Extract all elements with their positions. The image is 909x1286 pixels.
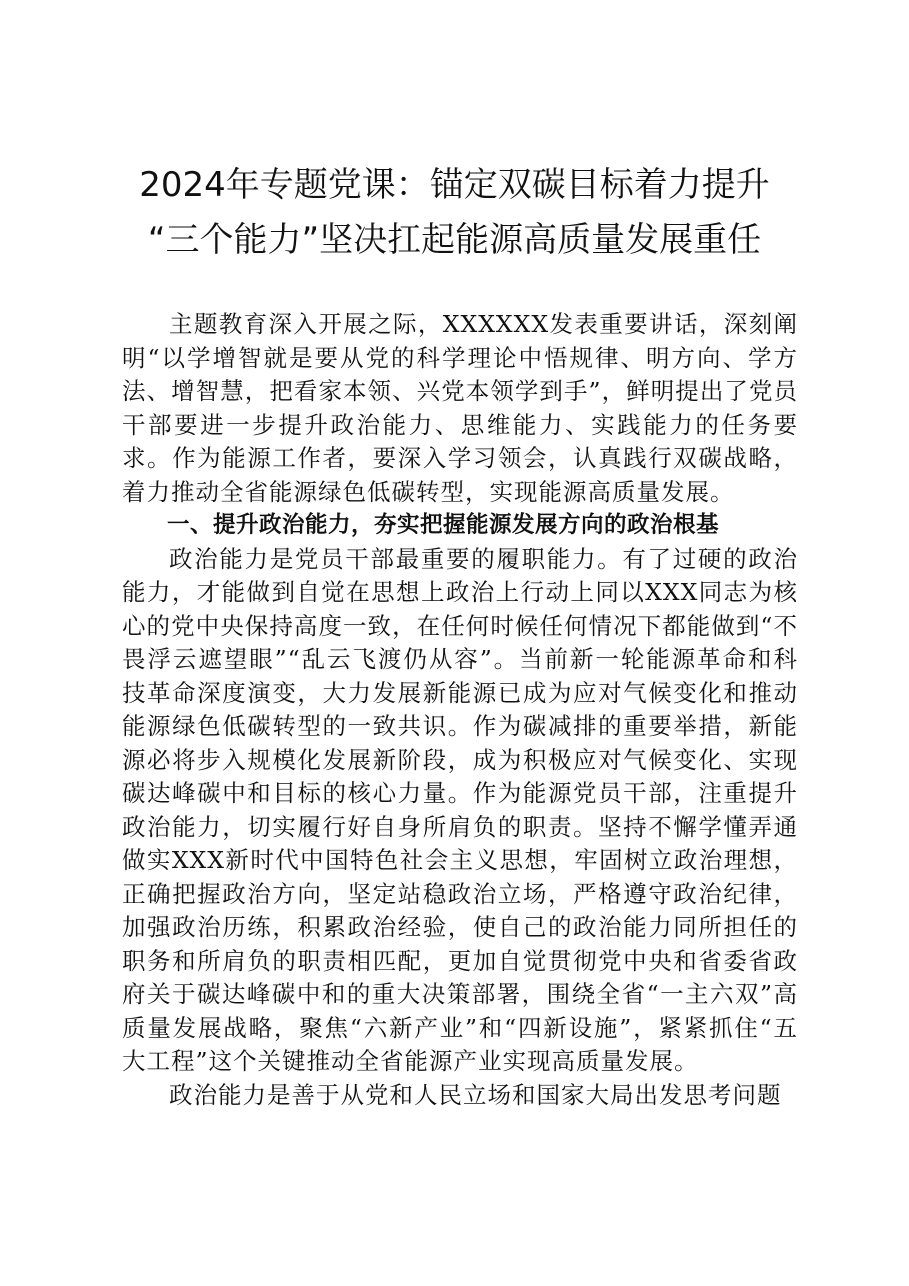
document-title — [100, 158, 809, 268]
section-heading-1: 一、提升政治能力，夯实把握能源发展方向的政治根基 — [167, 512, 720, 538]
title-line-2: “三个能力”坚决扛起能源高质量发展重任 — [147, 220, 762, 260]
paragraph-political-ability: 政治能力是党员干部最重要的履职能力。有了过硬的政治能力，才能做到自觉在思想上政治上行动上同以XXX同志为核心的党中央保持高度一致，在任何时候任何情况下都能做到“不畏浮云遮望眼”“乱云飞渡仍从容”。当前新一轮能源革命和科技革命深度演变，大力发展新能源已成为应对气候变化和推动能源绿色低碳转型的一致共识。作为碳减排的重要举措，新能源必将步入规模化发展新阶段，成为积极应对气候变化、实现碳达峰碳中和目标的核心力量。作为能源党员干部，注重提升政治能力，切实履行好自身所肩负的职责。坚持不懈学懂弄通做实XXX新时代中国特色社会主义思想，牢固树立政治理想，正确把握政治方向，坚定站稳政治立场，严格遵守政治纪律，加强政治历练，积累政治经验，使自己的政治能力同所担任的职务和所肩负的职责相匹配，更加自觉贯彻党中央和省委省政府关于碳达峰碳中和的重大决策部署，围绕全省“一主六双”高质量发展战略，聚焦“六新产业”和“四新设施”，紧紧抓住“五大工程”这个关键推动全省能源产业实现高质量发展。 — [122, 544, 798, 1075]
paragraph-political-ability-continued: 政治能力是善于从党和人民立场和国家大局出发思考问题 — [169, 1080, 782, 1109]
title-line-1: 2024年专题党课：锚定双碳目标着力提升 — [139, 165, 770, 205]
paragraph-intro: 主题教育深入开展之际，XXXXXX发表重要讲话，深刻阐明“以学增智就是要从党的科学理论中悟规律、明方向、学方法、增智慧，把看家本领、兴党本领学到手”，鲜明提出了党员干部要进一步提升政治能力、思维能力、实践能力的任务要求。作为能源工作者，要深入学习领会，认真践行双碳战略，着力推动全省能源绿色低碳转型，实现能源高质量发展。 — [122, 310, 798, 506]
document-body — [122, 308, 798, 1112]
